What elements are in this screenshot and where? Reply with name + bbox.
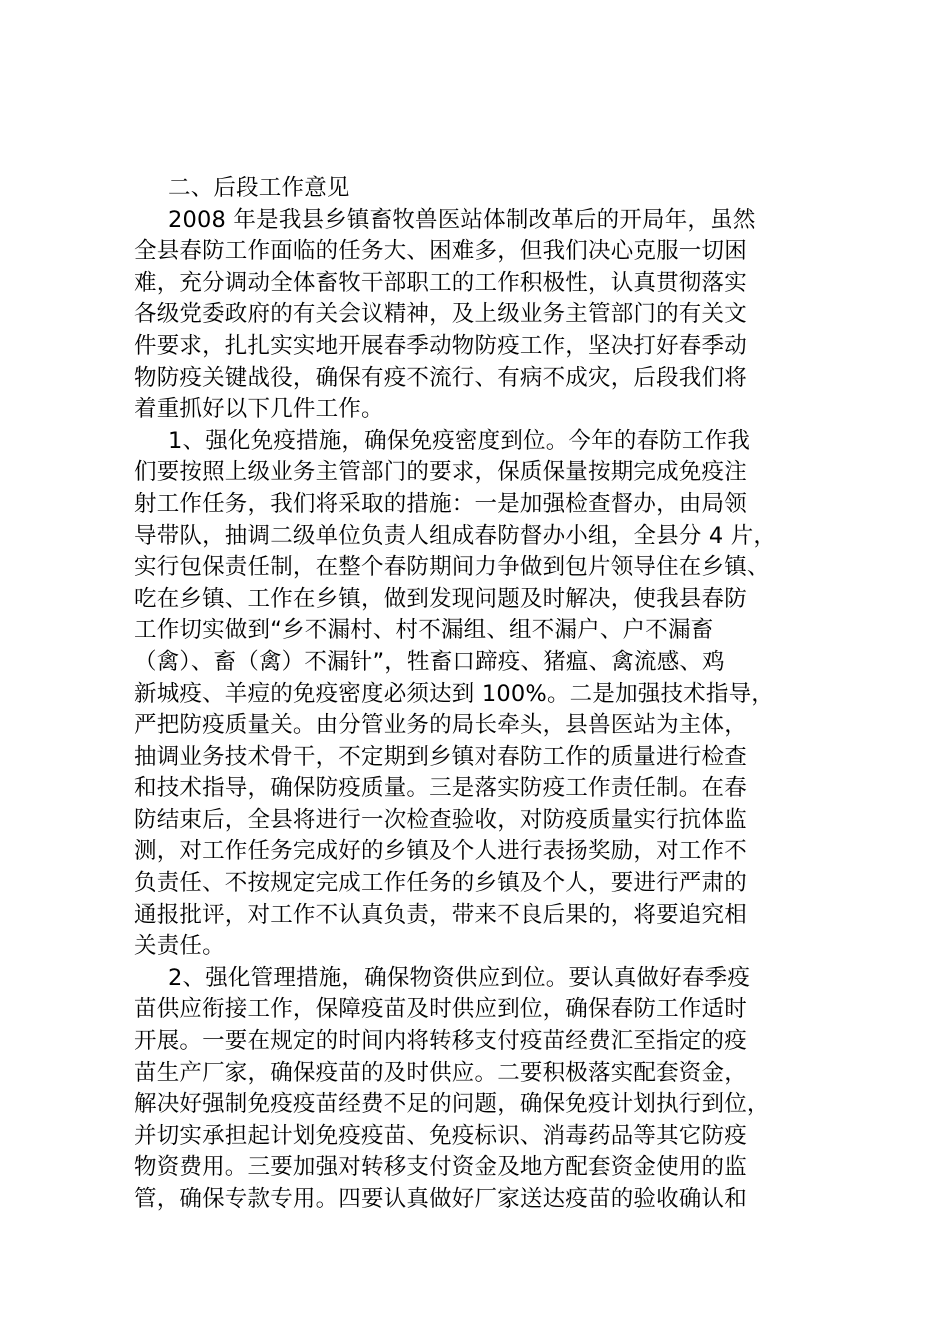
text-line: 苗供应衔接工作，保障疫苗及时供应到位，确保春防工作适时 [134,996,747,1023]
paragraph-immunization [134,426,852,963]
paragraph-management [134,963,852,1216]
text-line: 射工作任务，我们将采取的措施：一是加强检查督办，由局领 [134,490,747,517]
text-line: 物防疫关键战役，确保有疫不流行、有病不成灾，后段我们将 [134,364,747,391]
paragraph-intro [134,205,852,426]
text-line: 难，充分调动全体畜牧干部职工的工作积极性，认真贯彻落实 [134,269,747,296]
text-line: 们要按照上级业务主管部门的要求，保质保量按期完成免疫注 [134,459,747,486]
text-line: 严把防疫质量关。由分管业务的局长牵头，县兽医站为主体， [134,712,747,739]
text-line: 导带队，抽调二级单位负责人组成春防督办小组，全县分 4 片， [134,522,777,549]
text-line: 开展。一要在规定的时间内将转移支付疫苗经费汇至指定的疫 [134,1028,747,1055]
text-line: 2、强化管理措施，确保物资供应到位。要认真做好春季疫 [168,964,751,991]
section-heading: 二、后段工作意见 [168,175,350,201]
text-line: 1、强化免疫措施，确保免疫密度到位。今年的春防工作我 [168,427,751,454]
text-line: 苗生产厂家，确保疫苗的及时供应。二要积极落实配套资金， [134,1059,747,1086]
text-line: 件要求，扎扎实实地开展春季动物防疫工作，坚决打好春季动 [134,332,747,359]
text-line: 全县春防工作面临的任务大、困难多，但我们决心克服一切困 [134,238,747,265]
text-line: 各级党委政府的有关会议精神，及上级业务主管部门的有关文 [134,301,747,328]
text-line: 实行包保责任制，在整个春防期间力争做到包片领导住在乡镇、 [134,554,770,581]
text-line: 解决好强制免疫疫苗经费不足的问题，确保免疫计划执行到位， [134,1091,770,1118]
text-line: 负责任、不按规定完成工作任务的乡镇及个人，要进行严肃的 [134,870,747,897]
text-line: 通报批评，对工作不认真负责，带来不良后果的，将要追究相 [134,901,747,928]
text-line: 并切实承担起计划免疫疫苗、免疫标识、消毒药品等其它防疫 [134,1122,747,1149]
text-line: 2008 年是我县乡镇畜牧兽医站体制改革后的开局年，虽然 [168,206,756,233]
text-line: 防结束后，全县将进行一次检查验收，对防疫质量实行抗体监 [134,806,747,833]
document-body [134,173,852,1216]
text-line: 物资费用。三要加强对转移支付资金及地方配套资金使用的监 [134,1154,747,1181]
text-line: 关责任。 [134,933,225,960]
text-line: 新城疫、羊痘的免疫密度必须达到 100%。二是加强技术指导， [134,680,774,707]
text-line: 吃在乡镇、工作在乡镇，做到发现问题及时解决，使我县春防 [134,585,747,612]
text-line: 工作切实做到“乡不漏村、村不漏组、组不漏户、户不漏畜 [134,617,714,644]
text-line: （禽）、畜（禽）不漏针”，牲畜口蹄疫、猪瘟、禽流感、鸡 [134,648,725,675]
text-line: 测，对工作任务完成好的乡镇及个人进行表扬奖励，对工作不 [134,838,747,865]
text-line: 和技术指导，确保防疫质量。三是落实防疫工作责任制。在春 [134,775,747,802]
text-line: 管，确保专款专用。四要认真做好厂家送达疫苗的验收确认和 [134,1186,747,1212]
text-line: 抽调业务技术骨干，不定期到乡镇对春防工作的质量进行检查 [134,743,747,770]
text-line: 着重抓好以下几件工作。 [134,396,384,423]
